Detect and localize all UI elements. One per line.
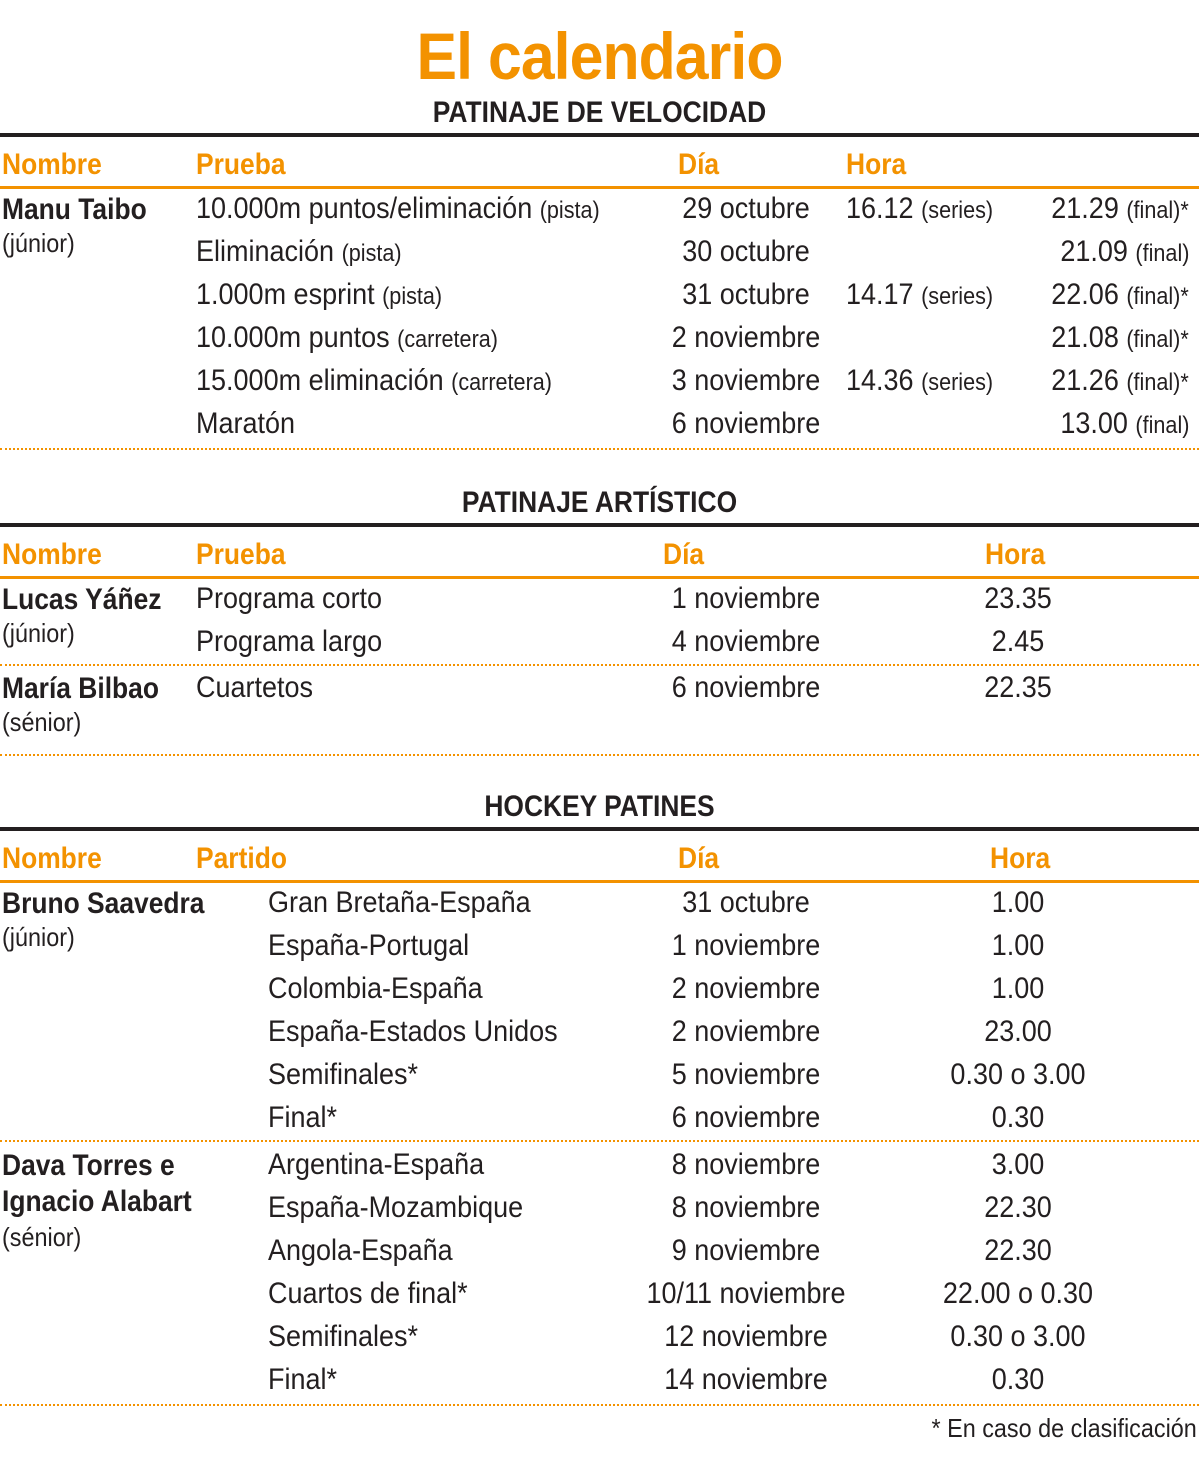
series-label: (series) (921, 197, 994, 224)
header-hora: Hora (985, 538, 1046, 571)
header-hora: Hora (846, 148, 907, 181)
header-hora: Hora (990, 842, 1051, 875)
section-title-hockey: HOCKEY PATINES (484, 790, 715, 823)
match-name: Angola-España (268, 1234, 453, 1267)
event-venue: (carretera) (397, 326, 498, 353)
divider (0, 448, 1199, 450)
match-time: 1.00 (991, 886, 1045, 919)
athlete-name: María Bilbao (2, 672, 159, 705)
match-day: 10/11 noviembre (646, 1277, 846, 1310)
event-name: Programa corto (196, 582, 383, 615)
final-time (1051, 321, 1189, 355)
event-name-text: 10.000m puntos (196, 321, 390, 354)
event-name-text: 1.000m esprint (196, 278, 375, 311)
match-day: 5 noviembre (671, 1058, 821, 1091)
event-name: Programa largo (196, 625, 383, 658)
section-title-velocidad: PATINAJE DE VELOCIDAD (432, 96, 767, 129)
event-name-text: Eliminación (196, 235, 335, 268)
final-label: (final)* (1126, 197, 1189, 224)
series-label: (series) (921, 283, 994, 310)
event-time: 2.45 (991, 625, 1045, 658)
divider (0, 664, 1199, 666)
match-time: 22.00 o 0.30 (942, 1277, 1094, 1310)
athlete-category: (júnior) (2, 922, 75, 952)
series-time (846, 278, 993, 312)
athlete-name-line2: Ignacio Alabart (2, 1185, 192, 1218)
final-time (1051, 278, 1189, 312)
final-time (1051, 192, 1189, 226)
match-name: España-Portugal (268, 929, 470, 962)
final-label: (final)* (1126, 369, 1189, 396)
divider (0, 1404, 1199, 1406)
section-title-artistico: PATINAJE ARTÍSTICO (461, 486, 738, 519)
athlete-category: (júnior) (2, 228, 75, 258)
event-venue: (carretera) (451, 369, 552, 396)
header-nombre: Nombre (2, 148, 102, 181)
section-rule (0, 827, 1199, 831)
match-name: Final* (268, 1363, 338, 1396)
athlete-name: Dava Torres e (2, 1149, 175, 1182)
event-name-text: 15.000m eliminación (196, 364, 444, 397)
divider (0, 754, 1199, 756)
match-time: 0.30 o 3.00 (950, 1058, 1086, 1091)
header-dia: Día (663, 538, 705, 571)
match-name: Semifinales* (268, 1058, 419, 1091)
match-time: 1.00 (991, 929, 1045, 962)
event-name (196, 278, 442, 312)
series-label: (series) (921, 369, 994, 396)
page-title: El calendario (416, 19, 783, 93)
header-nombre: Nombre (2, 538, 102, 571)
series-time-value: 14.17 (846, 278, 914, 311)
match-day: 2 noviembre (671, 972, 821, 1005)
event-name (196, 192, 600, 226)
series-time-value: 14.36 (846, 364, 914, 397)
match-name: Colombia-España (268, 972, 483, 1005)
match-day: 9 noviembre (671, 1234, 821, 1267)
event-venue: (pista) (382, 283, 443, 310)
event-name (196, 364, 552, 398)
final-time (1060, 235, 1189, 269)
match-time: 3.00 (991, 1148, 1045, 1181)
match-time: 0.30 o 3.00 (950, 1320, 1086, 1353)
event-venue: (pista) (539, 197, 600, 224)
match-name: Argentina-España (268, 1148, 485, 1181)
header-rule (0, 186, 1199, 189)
match-day: 31 octubre (682, 886, 810, 919)
event-venue: (pista) (341, 240, 402, 267)
event-day: 6 noviembre (671, 407, 821, 440)
final-time-value: 22.06 (1051, 278, 1120, 311)
event-name-text: Maratón (196, 407, 296, 440)
event-day: 31 octubre (682, 278, 810, 311)
athlete-name: Lucas Yáñez (2, 583, 162, 616)
match-day: 6 noviembre (671, 1101, 821, 1134)
match-day: 1 noviembre (671, 929, 821, 962)
header-dia: Día (678, 148, 720, 181)
athlete-category: (sénior) (2, 707, 82, 737)
header-prueba: Prueba (196, 538, 286, 571)
match-day: 14 noviembre (664, 1363, 828, 1396)
final-time-value: 13.00 (1059, 407, 1128, 440)
match-day: 2 noviembre (671, 1015, 821, 1048)
match-time: 22.30 (984, 1234, 1052, 1267)
match-time: 0.30 (991, 1363, 1045, 1396)
event-day: 4 noviembre (671, 625, 821, 658)
final-time-value: 21.09 (1059, 235, 1128, 268)
section-rule (0, 523, 1199, 527)
event-name (196, 407, 295, 441)
final-time-value: 21.26 (1051, 364, 1120, 397)
event-name (196, 321, 498, 355)
divider (0, 1140, 1199, 1142)
series-time-value: 16.12 (846, 192, 914, 225)
event-day: 29 octubre (682, 192, 810, 225)
header-partido: Partido (196, 842, 287, 875)
final-label: (final) (1134, 240, 1189, 267)
header-rule (0, 880, 1199, 883)
athlete-name: Bruno Saavedra (2, 887, 205, 920)
final-label: (final)* (1126, 283, 1189, 310)
match-name: Semifinales* (268, 1320, 419, 1353)
event-time: 23.35 (984, 582, 1052, 615)
match-time: 22.30 (984, 1191, 1052, 1224)
footnote: * En caso de clasificación (931, 1413, 1197, 1443)
match-name: Final* (268, 1101, 338, 1134)
match-name: Gran Bretaña-España (268, 886, 531, 919)
match-time: 23.00 (984, 1015, 1052, 1048)
match-day: 12 noviembre (664, 1320, 828, 1353)
event-day: 6 noviembre (671, 671, 821, 704)
athlete-category: (júnior) (2, 618, 75, 648)
match-name: Cuartos de final* (268, 1277, 468, 1310)
event-name-text: 10.000m puntos/eliminación (196, 192, 533, 225)
athlete-name: Manu Taibo (2, 193, 147, 226)
final-label: (final) (1134, 412, 1189, 439)
match-day: 8 noviembre (671, 1148, 821, 1181)
final-time-value: 21.29 (1051, 192, 1120, 225)
athlete-category: (sénior) (2, 1222, 82, 1252)
series-time (846, 364, 993, 398)
event-day: 3 noviembre (671, 364, 821, 397)
header-dia: Día (678, 842, 720, 875)
series-time (846, 192, 993, 226)
final-label: (final)* (1126, 326, 1189, 353)
final-time (1051, 364, 1189, 398)
event-day: 30 octubre (682, 235, 810, 268)
match-time: 0.30 (991, 1101, 1045, 1134)
header-nombre: Nombre (2, 842, 102, 875)
section-rule (0, 133, 1199, 137)
header-prueba: Prueba (196, 148, 286, 181)
event-day: 1 noviembre (671, 582, 821, 615)
event-day: 2 noviembre (671, 321, 821, 354)
match-name: España-Estados Unidos (268, 1015, 558, 1048)
event-time: 22.35 (984, 671, 1052, 704)
match-name: España-Mozambique (268, 1191, 524, 1224)
header-rule (0, 576, 1199, 579)
final-time (1060, 407, 1189, 441)
event-name (196, 235, 402, 269)
final-time-value: 21.08 (1051, 321, 1120, 354)
match-time: 1.00 (991, 972, 1045, 1005)
match-day: 8 noviembre (671, 1191, 821, 1224)
event-name: Cuartetos (196, 671, 314, 704)
